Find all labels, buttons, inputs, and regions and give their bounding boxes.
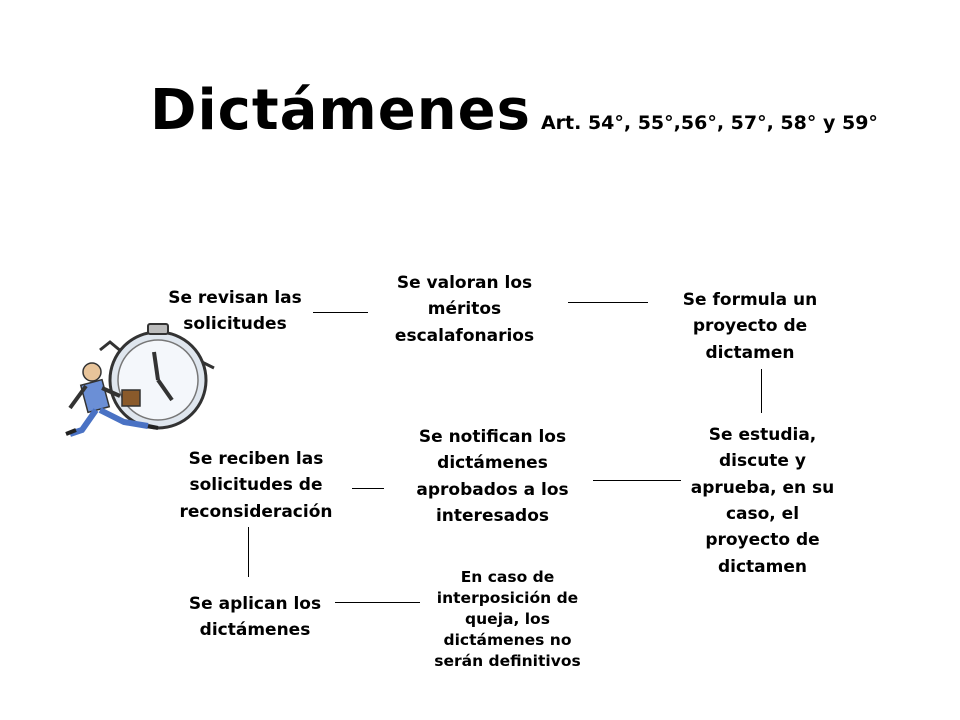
step-valoran-meritos: Se valoran los méritos escalafonarios [394, 273, 535, 346]
step-estudia-aprueba: Se estudia, discute y aprueba, en su caso, el proyecto de dictamen [690, 425, 835, 577]
title-subtitle: Art. 54°, 55°,56°, 57°, 58° y 59° [540, 112, 878, 134]
step-revisan-solicitudes: Se revisan las solicitudes [168, 288, 302, 335]
connector-estudia-notifican [593, 480, 681, 481]
step-queja-no-definitivos: En caso de interposición de queja, los dictámenes no serán definitivos [434, 568, 581, 670]
connector-formula-estudia [761, 369, 762, 413]
title-main: Dictámenes [150, 78, 531, 143]
connector-reciben-aplican [248, 527, 249, 577]
step-reciben-reconsideracion: Se reciben las solicitudes de reconsideración [179, 449, 333, 522]
connector-revisan-valoran [313, 312, 368, 313]
connector-valoran-formula [568, 302, 648, 303]
connector-aplican-queja [335, 602, 420, 603]
connector-notifican-reciben [352, 488, 384, 489]
running-man-clock-icon [62, 322, 232, 447]
step-notifican-dictamenes: Se notifican los dictámenes aprobados a los interesados [416, 427, 569, 527]
step-aplican-dictamenes: Se aplican los dictámenes [188, 594, 322, 641]
page-title [150, 78, 878, 143]
step-formula-proyecto: Se formula un proyecto de dictamen [682, 290, 818, 363]
